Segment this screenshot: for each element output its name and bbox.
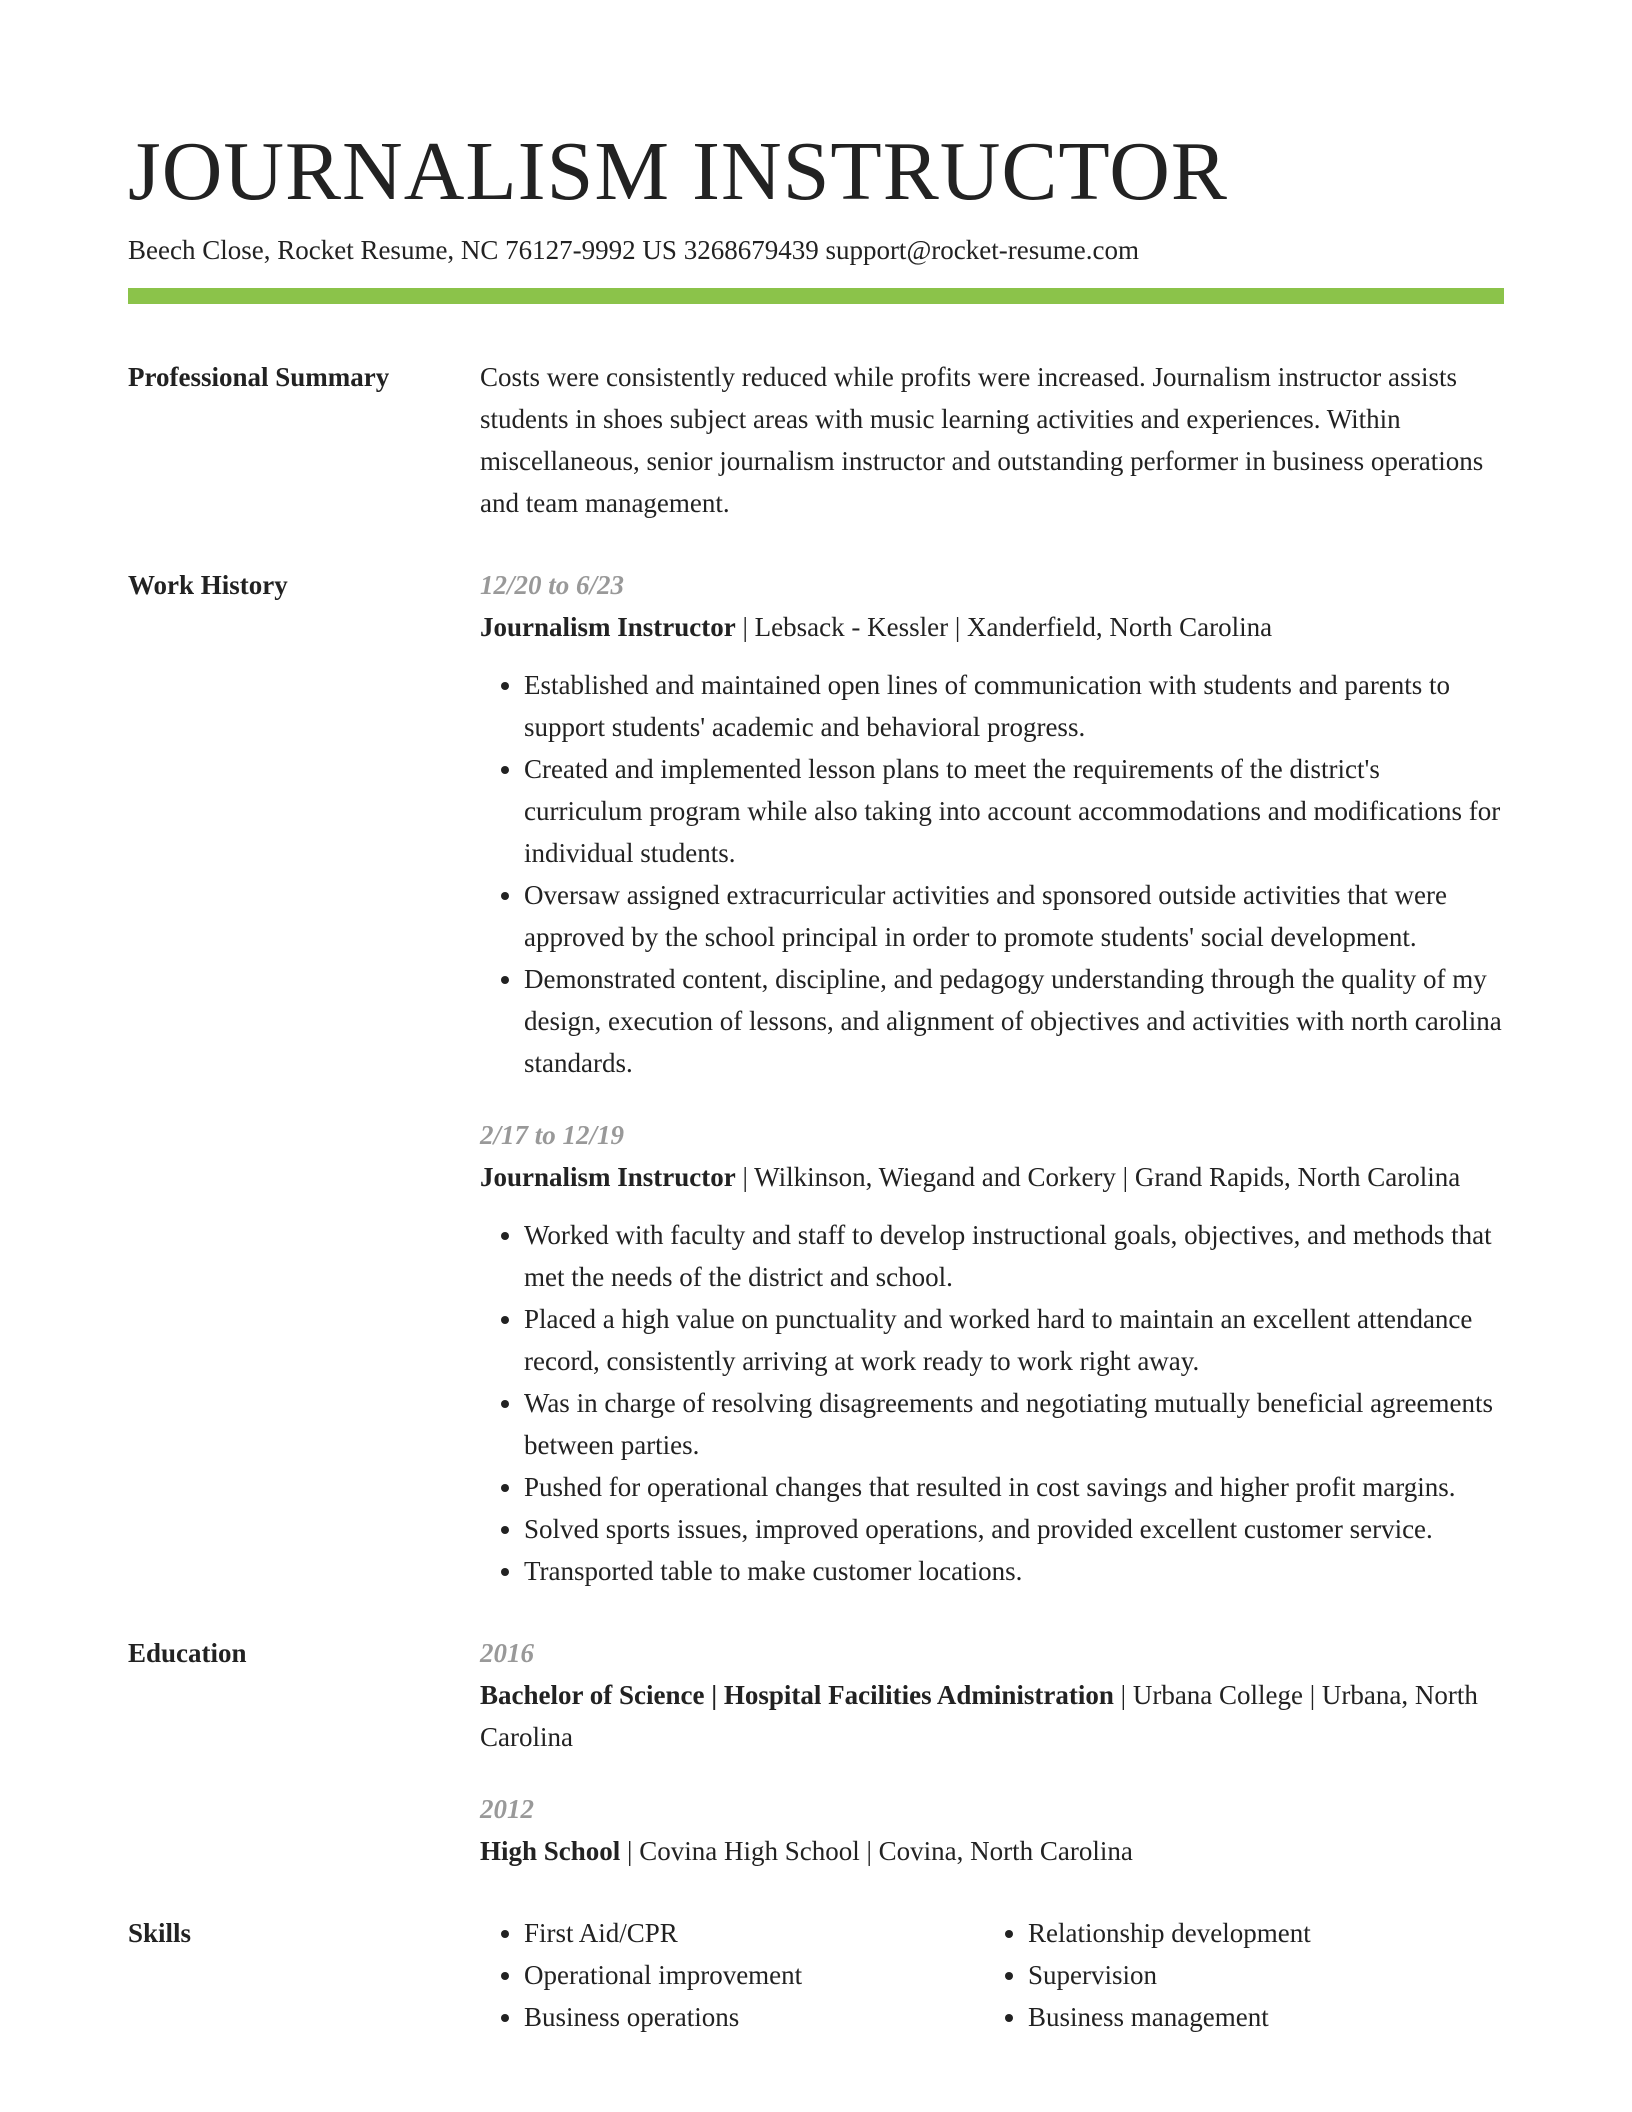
summary-text: Costs were consistently reduced while profits were increased. Journalism instructor assists students in shoes subject areas with music learning activities and experiences. Within miscellaneous, senior journalism instructor and outstanding performer in business operations and team management. bbox=[480, 362, 1484, 518]
skills-list-right bbox=[984, 1912, 1488, 2038]
job-bullet: • Placed a high value on punctuality and worked hard to maintain an excellent attendance record, consistently arriving at work ready to work right away. bbox=[524, 1298, 1504, 1382]
education-entry bbox=[480, 1788, 1504, 1872]
job-role: Journalism Instructor bbox=[480, 612, 736, 642]
skills-columns bbox=[480, 1912, 1504, 2038]
section-title-summary: Professional Summary bbox=[128, 362, 390, 392]
contact-line: Beech Close, Rocket Resume, NC 76127-9992 US 3268679439 support@rocket-resume.com bbox=[128, 235, 1139, 265]
education-date: 2016 bbox=[480, 1638, 534, 1668]
job-entry bbox=[480, 1114, 1504, 1592]
work-history-section bbox=[128, 564, 1504, 1592]
summary-section bbox=[128, 356, 1504, 524]
job-details: | Wilkinson, Wiegand and Corkery | Grand Rapids, North Carolina bbox=[735, 1162, 1461, 1192]
skill-item: • Business operations bbox=[524, 1996, 984, 2038]
job-date: 12/20 to 6/23 bbox=[480, 570, 625, 600]
section-title-education: Education bbox=[128, 1638, 247, 1668]
skill-item: • Business management bbox=[1028, 1996, 1488, 2038]
job-bullet: • Transported table to make customer locations. bbox=[524, 1550, 1504, 1592]
job-bullet: • Was in charge of resolving disagreements and negotiating mutually beneficial agreements between parties. bbox=[524, 1382, 1504, 1466]
job-role: Journalism Instructor bbox=[480, 1162, 736, 1192]
education-details: | Covina High School | Covina, North Carolina bbox=[620, 1836, 1133, 1866]
job-bullets bbox=[480, 1214, 1504, 1592]
job-bullet: • Created and implemented lesson plans to meet the requirements of the district's curriculum program while also taking into account accommodations and modifications for individual students. bbox=[524, 748, 1504, 874]
job-bullet: • Pushed for operational changes that resulted in cost savings and higher profit margins. bbox=[524, 1466, 1504, 1508]
job-date: 2/17 to 12/19 bbox=[480, 1120, 625, 1150]
job-heading bbox=[480, 1156, 1504, 1198]
education-degree: Bachelor of Science | Hospital Facilities Administration bbox=[480, 1680, 1114, 1710]
skills-section bbox=[128, 1912, 1504, 2038]
job-bullet: • Oversaw assigned extracurricular activities and sponsored outside activities that were approved by the school principal in order to promote students' social development. bbox=[524, 874, 1504, 958]
skill-item: • Relationship development bbox=[1028, 1912, 1488, 1954]
education-section bbox=[128, 1632, 1504, 1872]
section-title-work-history: Work History bbox=[128, 570, 288, 600]
section-title-skills: Skills bbox=[128, 1918, 192, 1948]
skills-list-left bbox=[480, 1912, 984, 2038]
skill-item: • Operational improvement bbox=[524, 1954, 984, 1996]
education-entry bbox=[480, 1632, 1504, 1758]
resume-page bbox=[128, 122, 1504, 2038]
job-bullet: • Worked with faculty and staff to develop instructional goals, objectives, and methods that met the needs of the district and school. bbox=[524, 1214, 1504, 1298]
job-bullet: • Solved sports issues, improved operations, and provided excellent customer service. bbox=[524, 1508, 1504, 1550]
job-bullets bbox=[480, 664, 1504, 1084]
job-details: | Lebsack - Kessler | Xanderfield, North Carolina bbox=[735, 612, 1273, 642]
job-heading bbox=[480, 606, 1504, 648]
education-heading bbox=[480, 1674, 1504, 1758]
education-degree: High School bbox=[480, 1836, 621, 1866]
job-bullet: • Demonstrated content, discipline, and pedagogy understanding through the quality of my design, execution of lessons, and alignment of objectives and activities with north carolina standards. bbox=[524, 958, 1504, 1084]
education-details: | Urbana College | Urbana, North Carolina bbox=[480, 1680, 1478, 1752]
job-entry bbox=[480, 564, 1504, 1084]
education-heading bbox=[480, 1830, 1504, 1872]
accent-divider bbox=[128, 288, 1504, 304]
skill-item: • First Aid/CPR bbox=[524, 1912, 984, 1954]
job-bullet: • Established and maintained open lines of communication with students and parents to support students' academic and behavioral progress. bbox=[524, 664, 1504, 748]
resume-name: JOURNALISM INSTRUCTOR bbox=[128, 125, 1228, 218]
education-date: 2012 bbox=[480, 1794, 534, 1824]
skill-item: • Supervision bbox=[1028, 1954, 1488, 1996]
